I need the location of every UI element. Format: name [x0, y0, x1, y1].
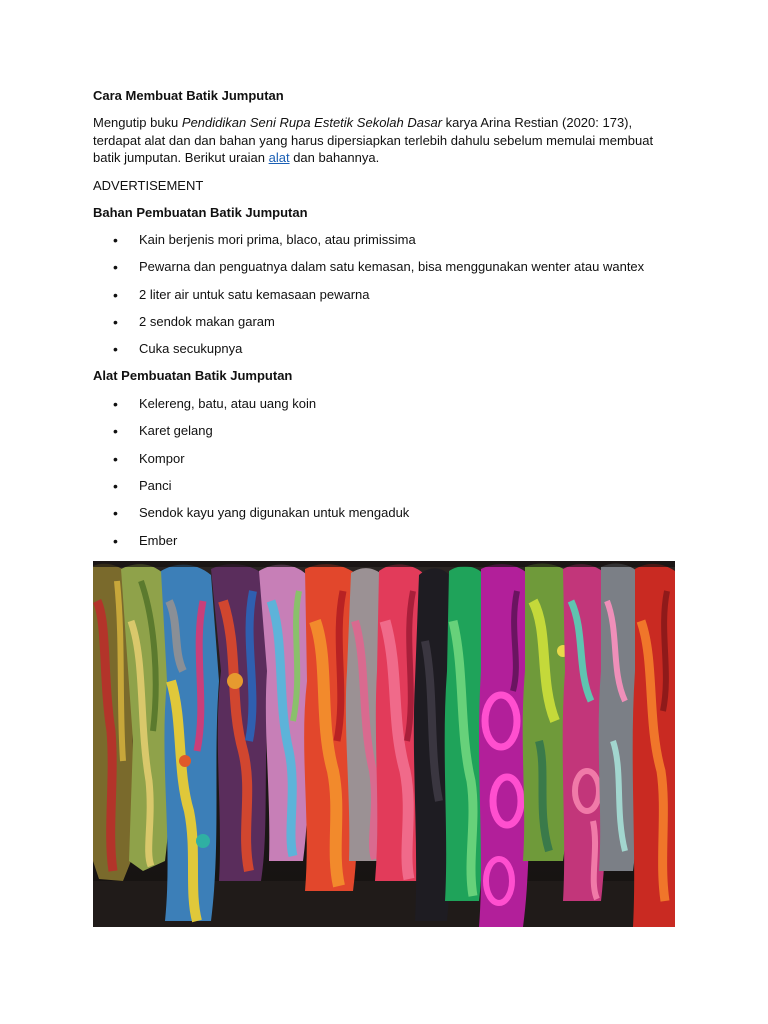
intro-text-2: karya Arina Restian (2020: 173), terdapat alat dan dan bahan yang harus dipersiapkan terlebih dahulu sebelum memulai membuat batik jumputan. Berikut uraian [93, 115, 654, 165]
intro-text-3: dan bahannya. [289, 150, 380, 165]
list-item: • Ember [93, 532, 678, 550]
intro-text-1: Mengutip buku [93, 115, 182, 130]
advertisement-label: ADVERTISEMENT [93, 177, 204, 193]
list-item: • Sendok kayu yang digunakan untuk mengaduk [93, 504, 678, 522]
list-item: • Panci [93, 477, 678, 495]
list-item: • Karet gelang [93, 422, 678, 440]
article-title: Cara Membuat Batik Jumputan [93, 88, 284, 103]
document-page [93, 87, 678, 550]
list-item: • Kain berjenis mori prima, blaco, atau primissima [93, 231, 678, 249]
alat-link[interactable]: alat [268, 150, 290, 165]
list-item: • 2 liter air untuk satu kemasaan pewarna [93, 286, 678, 304]
batik-scarves-photo [93, 561, 675, 927]
alat-heading: Alat Pembuatan Batik Jumputan [93, 368, 293, 384]
list-item: • Cuka secukupnya [93, 340, 678, 358]
list-item: • Pewarna dan penguatnya dalam satu kemasan, bisa menggunakan wenter atau wantex [93, 258, 678, 276]
bahan-heading: Bahan Pembuatan Batik Jumputan [93, 204, 308, 220]
list-item: • 2 sendok makan garam [93, 313, 678, 331]
list-item: • Kompor [93, 450, 678, 468]
list-item: • Kelereng, batu, atau uang koin [93, 395, 678, 413]
bahan-list [93, 231, 678, 359]
alat-list [93, 395, 678, 550]
book-title: Pendidikan Seni Rupa Estetik Sekolah Dasar [181, 115, 443, 130]
scarves-illustration [93, 561, 675, 927]
intro-paragraph [93, 114, 678, 167]
